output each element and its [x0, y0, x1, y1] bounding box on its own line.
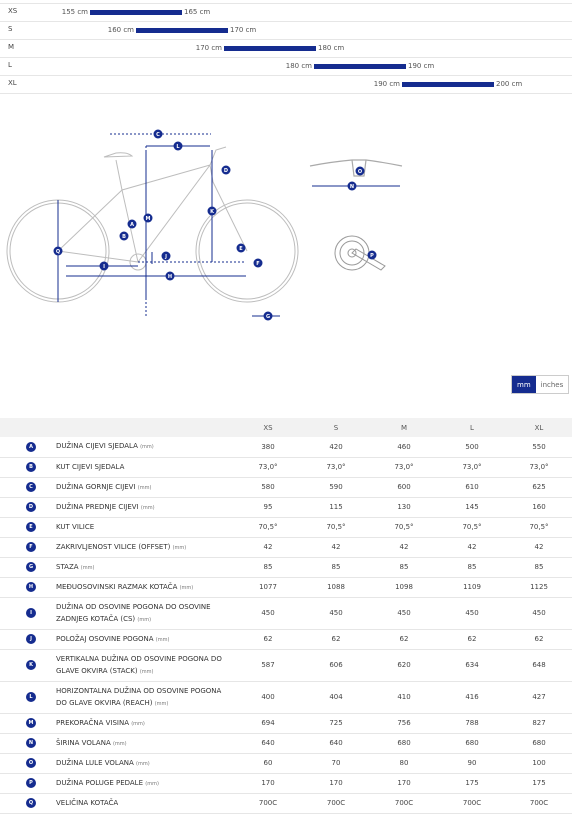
param-letter-badge: G — [26, 562, 36, 572]
param-name: ZAKRIVLJENOST VILICE (OFFSET) — [56, 542, 171, 551]
param-value: 788 — [438, 713, 506, 733]
height-min: 155 cm — [61, 8, 88, 16]
param-value: 1088 — [302, 577, 370, 597]
param-name: DUŽINA OD OSOVINE POGONA DO OSOVINE ZADNJEG KOTAČA (CS) — [56, 602, 211, 623]
height-min: 190 cm — [373, 80, 400, 88]
param-unit: (mm) — [140, 444, 154, 451]
param-name-cell — [56, 793, 234, 813]
svg-text:G: G — [265, 314, 271, 320]
param-unit: (mm) — [137, 616, 152, 623]
param-value: 85 — [370, 557, 438, 577]
param-unit: (mm) — [155, 636, 170, 643]
param-value: 700C — [506, 793, 572, 813]
param-name: MEĐUOSOVINSKI RAZMAK KOTAČA — [56, 582, 178, 591]
diagram-badge-m — [144, 214, 153, 223]
param-name: KUT VILICE — [56, 522, 95, 531]
height-range-bar — [402, 82, 494, 87]
svg-text:H: H — [167, 274, 173, 280]
param-name-cell — [56, 649, 234, 681]
table-row — [0, 477, 572, 497]
param-letter-cell — [0, 497, 56, 517]
param-name-cell — [56, 457, 234, 477]
table-row — [0, 457, 572, 477]
param-unit: (mm) — [172, 544, 187, 551]
param-value: 620 — [370, 649, 438, 681]
svg-text:B: B — [122, 234, 126, 240]
param-letter-cell — [0, 597, 56, 629]
param-value: 62 — [234, 629, 302, 649]
param-value: 550 — [506, 437, 572, 457]
size-label: L — [8, 61, 12, 69]
param-letter-badge: D — [26, 502, 36, 512]
param-name: DUŽINA PREDNJE CIJEVI — [56, 502, 139, 511]
param-unit: (mm) — [140, 504, 155, 511]
param-name: STAZA — [56, 562, 79, 571]
param-unit: (mm) — [179, 584, 194, 591]
table-row — [0, 537, 572, 557]
param-value: 590 — [302, 477, 370, 497]
param-letter-badge: I — [26, 608, 36, 618]
param-letter-cell — [0, 713, 56, 733]
diagram-badge-f — [254, 259, 263, 268]
param-unit: (mm) — [137, 484, 152, 491]
param-letter-badge: K — [26, 660, 36, 670]
table-row — [0, 557, 572, 577]
diagram-badge-g — [264, 312, 273, 321]
param-name-cell — [56, 557, 234, 577]
param-letter-cell — [0, 537, 56, 557]
height-max: 180 cm — [318, 44, 345, 52]
size-row — [0, 40, 572, 58]
height-min: 180 cm — [285, 62, 312, 70]
param-letter-badge: L — [26, 692, 36, 702]
param-letter-cell — [0, 753, 56, 773]
param-letter-cell — [0, 629, 56, 649]
param-value: 410 — [370, 681, 438, 713]
diagram-badge-d — [222, 166, 231, 175]
svg-text:K: K — [210, 209, 214, 215]
param-value: 73,0° — [506, 457, 572, 477]
param-name: PREKORAČNA VISINA — [56, 718, 129, 727]
param-letter-cell — [0, 577, 56, 597]
inches-unit-button[interactable]: inches — [536, 376, 569, 393]
param-value: 1125 — [506, 577, 572, 597]
header-blank-param — [56, 418, 234, 437]
param-value: 170 — [370, 773, 438, 793]
param-name-cell — [56, 753, 234, 773]
param-value: 450 — [506, 597, 572, 629]
svg-text:A: A — [130, 222, 134, 228]
header-size: XL — [506, 418, 572, 437]
table-row — [0, 793, 572, 813]
param-value: 700C — [438, 793, 506, 813]
param-value: 170 — [302, 773, 370, 793]
param-letter-badge: E — [26, 522, 36, 532]
table-row — [0, 713, 572, 733]
size-row — [0, 22, 572, 40]
param-unit: (mm) — [80, 564, 95, 571]
size-row — [0, 58, 572, 76]
param-value: 100 — [506, 753, 572, 773]
header-blank — [0, 418, 56, 437]
handlebar-top-view — [310, 160, 402, 176]
height-range-bar — [90, 10, 182, 15]
diagram-badge-p — [368, 251, 377, 260]
param-value: 420 — [302, 437, 370, 457]
param-unit: (mm) — [139, 668, 154, 675]
table-row — [0, 649, 572, 681]
table-row — [0, 753, 572, 773]
header-size: S — [302, 418, 370, 437]
unit-toggle — [511, 375, 569, 394]
size-label: XL — [8, 79, 17, 87]
height-max: 200 cm — [496, 80, 523, 88]
table-row — [0, 597, 572, 629]
param-letter-badge: B — [26, 462, 36, 472]
svg-text:M: M — [145, 216, 151, 222]
table-row — [0, 437, 572, 457]
param-name-cell — [56, 629, 234, 649]
param-value: 160 — [506, 497, 572, 517]
param-letter-cell — [0, 457, 56, 477]
param-name-cell — [56, 437, 234, 457]
svg-text:P: P — [370, 253, 374, 259]
mm-unit-button[interactable]: mm — [512, 376, 536, 393]
crankset — [335, 236, 385, 270]
param-value: 1077 — [234, 577, 302, 597]
svg-text:D: D — [223, 168, 229, 174]
size-label: S — [8, 25, 13, 33]
param-value: 380 — [234, 437, 302, 457]
geometry-table — [0, 418, 572, 814]
param-value: 634 — [438, 649, 506, 681]
table-row — [0, 773, 572, 793]
param-letter-badge: J — [26, 634, 36, 644]
param-value: 70,5° — [438, 517, 506, 537]
param-name-cell — [56, 733, 234, 753]
size-row — [0, 3, 572, 22]
param-letter-cell — [0, 437, 56, 457]
param-name-cell — [56, 597, 234, 629]
param-value: 694 — [234, 713, 302, 733]
diagram-badge-q — [54, 247, 63, 256]
param-letter-badge: P — [26, 778, 36, 788]
param-letter-cell — [0, 517, 56, 537]
table-row — [0, 577, 572, 597]
param-name-cell — [56, 577, 234, 597]
param-name: POLOŽAJ OSOVINE POGONA — [56, 634, 154, 643]
param-unit: (mm) — [136, 760, 150, 767]
param-value: 62 — [302, 629, 370, 649]
param-value: 85 — [438, 557, 506, 577]
param-value: 700C — [302, 793, 370, 813]
param-value: 580 — [234, 477, 302, 497]
height-range-bar — [224, 46, 316, 51]
param-value: 95 — [234, 497, 302, 517]
header-size: M — [370, 418, 438, 437]
param-name: DUŽINA POLUGE PEDALE — [56, 778, 144, 787]
param-value: 42 — [370, 537, 438, 557]
param-name: DUŽINA CIJEVI SJEDALA — [56, 442, 138, 451]
param-name-cell — [56, 681, 234, 713]
param-value: 70,5° — [506, 517, 572, 537]
diagram-badge-i — [100, 262, 109, 271]
rider-height-size-chart — [0, 3, 572, 94]
height-min: 170 cm — [195, 44, 222, 52]
size-label: XS — [8, 7, 18, 15]
param-value: 606 — [302, 649, 370, 681]
param-unit: (mm) — [154, 700, 169, 707]
param-value: 85 — [302, 557, 370, 577]
height-max: 165 cm — [184, 8, 211, 16]
param-value: 500 — [438, 437, 506, 457]
height-max: 190 cm — [408, 62, 435, 70]
param-unit: (mm) — [131, 720, 145, 727]
param-value: 648 — [506, 649, 572, 681]
param-letter-cell — [0, 773, 56, 793]
param-name-cell — [56, 477, 234, 497]
param-value: 73,0° — [370, 457, 438, 477]
diagram-badge-c — [154, 130, 163, 139]
param-value: 460 — [370, 437, 438, 457]
param-unit: (mm) — [145, 780, 159, 787]
param-value: 73,0° — [302, 457, 370, 477]
svg-text:I: I — [103, 264, 105, 270]
param-value: 450 — [234, 597, 302, 629]
size-row — [0, 76, 572, 94]
param-letter-cell — [0, 557, 56, 577]
param-value: 70,5° — [302, 517, 370, 537]
diagram-badge-o — [356, 167, 365, 176]
param-name-cell — [56, 713, 234, 733]
param-value: 1098 — [370, 577, 438, 597]
diagram-badge-l — [174, 142, 183, 151]
param-value: 400 — [234, 681, 302, 713]
param-letter-cell — [0, 477, 56, 497]
param-value: 680 — [506, 733, 572, 753]
rear-triangle — [55, 190, 138, 262]
param-value: 62 — [370, 629, 438, 649]
diagram-badge-j — [162, 252, 171, 261]
param-value: 170 — [234, 773, 302, 793]
param-value: 73,0° — [234, 457, 302, 477]
param-letter-cell — [0, 649, 56, 681]
height-min: 160 cm — [107, 26, 134, 34]
param-name-cell — [56, 773, 234, 793]
param-unit: (mm) — [112, 740, 127, 747]
size-label: M — [8, 43, 15, 51]
param-value: 625 — [506, 477, 572, 497]
param-letter-badge: H — [26, 582, 36, 592]
fork — [210, 165, 247, 251]
param-value: 130 — [370, 497, 438, 517]
param-value: 610 — [438, 477, 506, 497]
param-name-cell — [56, 537, 234, 557]
param-name-cell — [56, 517, 234, 537]
param-letter-badge: C — [26, 482, 36, 492]
svg-text:N: N — [349, 184, 355, 190]
param-value: 450 — [438, 597, 506, 629]
param-value: 827 — [506, 713, 572, 733]
param-value: 450 — [370, 597, 438, 629]
param-value: 42 — [302, 537, 370, 557]
table-row — [0, 517, 572, 537]
param-letter-cell — [0, 681, 56, 713]
svg-text:Q: Q — [55, 249, 61, 255]
param-name: VELIČINA KOTAČA — [56, 798, 119, 807]
diagram-badge-h — [166, 272, 175, 281]
param-value: 600 — [370, 477, 438, 497]
param-value: 756 — [370, 713, 438, 733]
param-letter-cell — [0, 733, 56, 753]
param-value: 85 — [234, 557, 302, 577]
diagram-badge-b — [120, 232, 129, 241]
param-name: DUŽINA LULE VOLANA — [56, 758, 134, 767]
param-value: 60 — [234, 753, 302, 773]
svg-text:F: F — [256, 261, 260, 267]
param-value: 73,0° — [438, 457, 506, 477]
param-value: 42 — [234, 537, 302, 557]
diagram-badge-e — [237, 244, 246, 253]
param-value: 70,5° — [234, 517, 302, 537]
param-value: 175 — [506, 773, 572, 793]
saddle — [104, 153, 132, 157]
param-name: VERTIKALNA DUŽINA OD OSOVINE POGONA DO GLAVE OKVIRA (STACK) — [56, 654, 222, 675]
param-value: 404 — [302, 681, 370, 713]
param-letter-badge: O — [26, 758, 36, 768]
height-range-bar — [136, 28, 228, 33]
param-value: 145 — [438, 497, 506, 517]
param-value: 90 — [438, 753, 506, 773]
param-name: HORIZONTALNA DUŽINA OD OSOVINE POGONA DO GLAVE OKVIRA (REACH) — [56, 686, 222, 707]
param-letter-badge: F — [26, 542, 36, 552]
bike-geometry-diagram — [0, 108, 572, 328]
param-value: 175 — [438, 773, 506, 793]
param-name-cell — [56, 497, 234, 517]
svg-text:E: E — [239, 246, 243, 252]
param-letter-badge: Q — [26, 798, 36, 808]
header-size: L — [438, 418, 506, 437]
param-name: DUŽINA GORNJE CIJEVI — [56, 482, 136, 491]
diagram-badge-k — [208, 207, 217, 216]
param-value: 680 — [438, 733, 506, 753]
measurement-lines — [55, 134, 400, 316]
param-letter-badge: A — [26, 442, 36, 452]
param-value: 640 — [302, 733, 370, 753]
param-value: 42 — [506, 537, 572, 557]
table-row — [0, 681, 572, 713]
param-value: 640 — [234, 733, 302, 753]
param-value: 62 — [506, 629, 572, 649]
seatpost — [116, 160, 122, 190]
param-value: 85 — [506, 557, 572, 577]
height-range-bar — [314, 64, 406, 69]
svg-text:O: O — [357, 169, 363, 175]
param-value: 680 — [370, 733, 438, 753]
param-value: 80 — [370, 753, 438, 773]
param-value: 115 — [302, 497, 370, 517]
param-value: 42 — [438, 537, 506, 557]
table-row — [0, 629, 572, 649]
param-name: KUT CIJEVI SJEDALA — [56, 462, 125, 471]
param-letter-cell — [0, 793, 56, 813]
table-row — [0, 497, 572, 517]
table-row — [0, 733, 572, 753]
param-value: 70 — [302, 753, 370, 773]
svg-text:C: C — [156, 132, 160, 138]
param-value: 70,5° — [370, 517, 438, 537]
diagram-badge-a — [128, 220, 137, 229]
param-value: 416 — [438, 681, 506, 713]
param-value: 725 — [302, 713, 370, 733]
height-max: 170 cm — [230, 26, 257, 34]
param-value: 700C — [234, 793, 302, 813]
param-letter-badge: M — [26, 718, 36, 728]
diagram-badge-n — [348, 182, 357, 191]
table-header-row — [0, 418, 572, 437]
param-value: 427 — [506, 681, 572, 713]
svg-text:L: L — [176, 144, 180, 150]
header-size: XS — [234, 418, 302, 437]
param-value: 62 — [438, 629, 506, 649]
param-name: ŠIRINA VOLANA — [56, 738, 111, 747]
svg-text:J: J — [165, 254, 167, 260]
param-value: 450 — [302, 597, 370, 629]
param-value: 1109 — [438, 577, 506, 597]
param-letter-badge: N — [26, 738, 36, 748]
param-value: 700C — [370, 793, 438, 813]
param-value: 587 — [234, 649, 302, 681]
